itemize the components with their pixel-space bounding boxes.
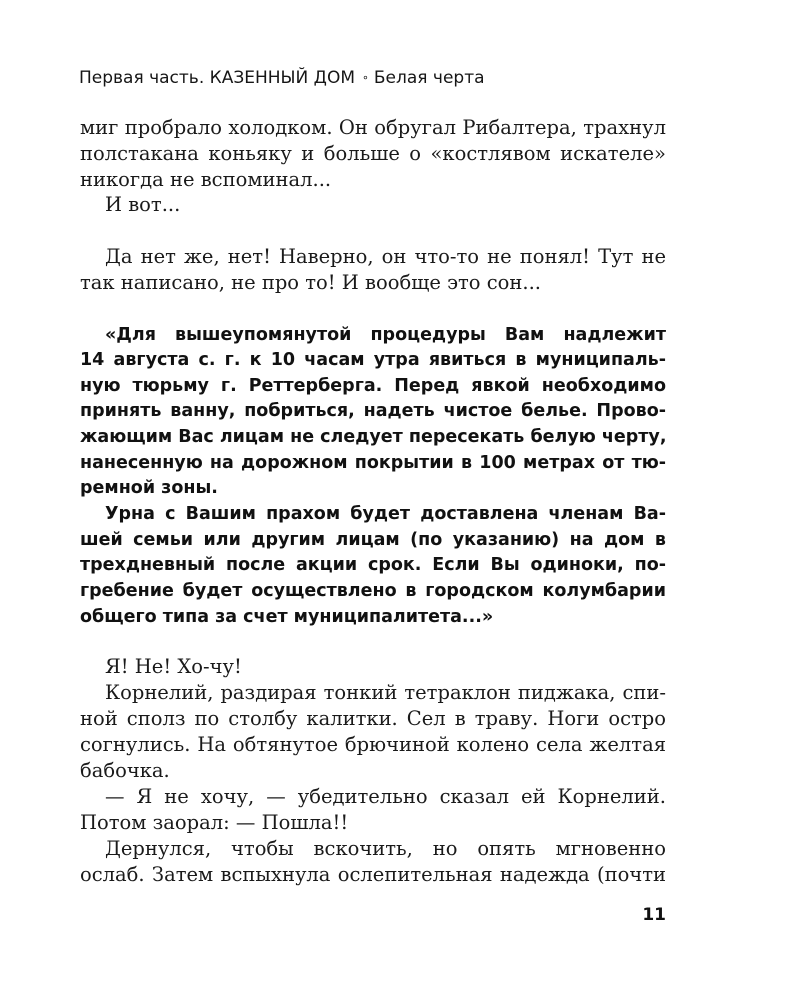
text-line: миг пробрало холодком. Он обругал Рибалтера, трахнул [80,116,666,139]
quote-line: Урна с Вашим прахом будет доставлена членам Ва- [105,504,666,524]
quote-line: «Для вышеупомянутой процедуры Вам надлежит [105,325,666,345]
text-line: так написано, не про то! И вообще это сон... [80,271,541,294]
header-separator: ∘ [362,71,369,84]
quote-line: общего типа за счет муниципалитета...» [80,607,494,627]
text-line: полстакана коньяку и больше о «костлявом искателе» [80,142,666,165]
header-part-title: Первая часть. КАЗЕННЫЙ ДОМ [79,68,355,88]
text-line: ной сполз по столбу калитки. Сел в траву. Ноги остро [80,707,666,730]
text-line: бабочка. [80,759,170,782]
page-number: 11 [642,905,666,925]
text-line: Я! Не! Хо-чу! [105,655,242,678]
quote-line: гребение будет осуществлено в городском колумбарии [80,581,666,601]
text-line: согнулись. На обтянутое брючиной колено села желтая [80,733,666,756]
running-header [79,68,485,88]
text-line: — Я не хочу, — убедительно сказал ей Корнелий. [105,785,666,808]
quote-line: принять ванну, побриться, надеть чистое белье. Прово- [80,401,666,421]
quote-line: ремной зоны. [80,478,218,498]
text-line: Да нет же, нет! Наверно, он что-то не понял! Тут не [105,245,666,268]
text-line: Дернулся, чтобы вскочить, но опять мгновенно [105,837,666,860]
text-line: ослаб. Затем вспыхнула ослепительная надежда (почти [80,863,666,886]
text-line: Потом заорал: — Пошла!! [80,811,349,834]
text-line: никогда не вспоминал... [80,168,332,191]
header-chapter-title: Белая черта [373,68,485,88]
text-line: Корнелий, раздирая тонкий тетраклон пиджака, спи- [105,681,666,704]
quote-line: шей семьи или другим лицам (по указанию) на дом в [80,530,666,550]
text-line: И вот... [105,193,181,216]
quote-line: ную тюрьму г. Реттерберга. Перед явкой необходимо [80,376,666,396]
quote-line: трехдневный после акции срок. Если Вы одиноки, по- [80,555,666,575]
quote-line: нанесенную на дорожном покрытии в 100 метрах от тю- [80,453,666,473]
quote-line: жающим Вас лицам не следует пересекать белую черту, [80,427,667,447]
quote-line: 14 августа с. г. к 10 часам утра явиться в муниципаль- [80,350,666,370]
